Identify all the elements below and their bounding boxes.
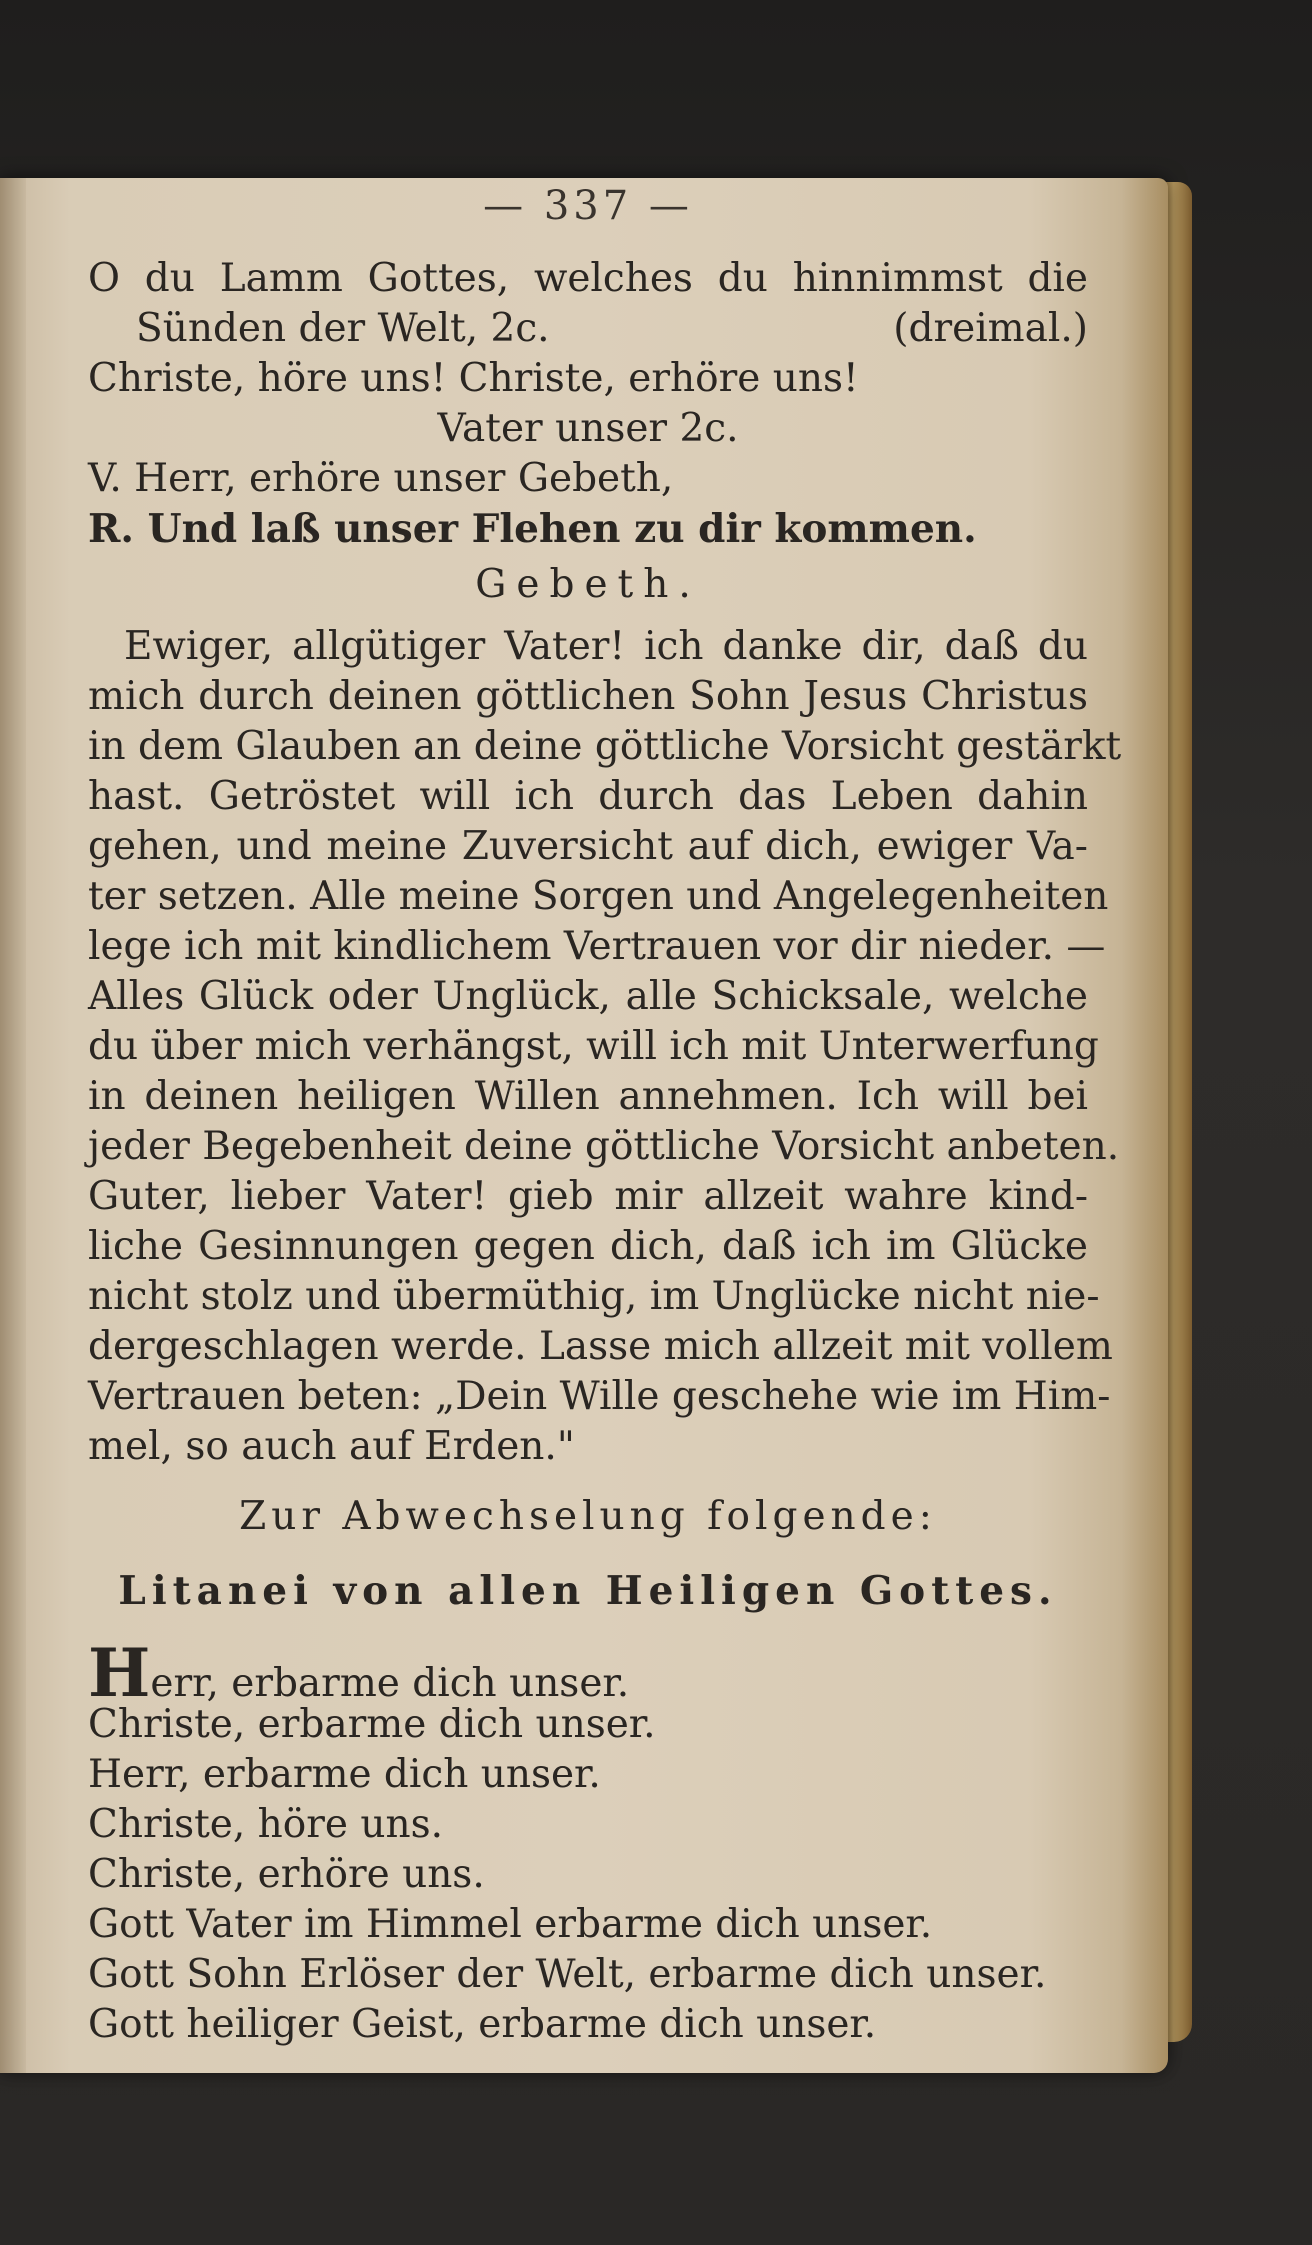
litany-heading: Litanei von allen Heiligen Gottes. xyxy=(118,1568,1058,1614)
prayer-line: lege ich mit kindlichem Vertrauen vor dir nieder. — xyxy=(88,924,1106,969)
prayer-line: nicht stolz und übermüthig, im Unglücke nicht nie- xyxy=(88,1274,1100,1319)
prayer-line: dergeschlagen werde. Lasse mich allzeit mit vollem xyxy=(88,1324,1113,1369)
prayer-line: Vertrauen beten: „Dein Wille geschehe wie im Him- xyxy=(88,1374,1111,1419)
text-fragment: (dreimal.) xyxy=(893,306,1088,351)
page-number: — 337 — xyxy=(483,183,693,229)
litany-line: Herr, erbarme dich unser. xyxy=(88,1752,601,1797)
prayer-line: du über mich verhängst, will ich mit Unterwerfung xyxy=(88,1024,1099,1069)
prayer-line: Alles Glück oder Unglück, alle Schicksale, welche xyxy=(88,974,1088,1019)
prayer-line: in dem Glauben an deine göttliche Vorsicht gestärkt xyxy=(88,724,1122,769)
litany-line: Gott heiliger Geist, erbarme dich unser. xyxy=(88,2002,877,2047)
prayer-line: mich durch deinen göttlichen Sohn Jesus Christus xyxy=(88,674,1088,719)
prayer-line: mel, so auch auf Erden." xyxy=(88,1424,575,1469)
drop-initial: H xyxy=(88,1634,151,1712)
litany-line: Christe, erhöre uns. xyxy=(88,1852,485,1897)
prayer-line: Ewiger, allgütiger Vater! ich danke dir, daß du xyxy=(124,624,1088,669)
litany-line: Gott Sohn Erlöser der Welt, erbarme dich unser. xyxy=(88,1952,1047,1997)
text-line: O du Lamm Gottes, welches du hinnimmst die xyxy=(88,256,1088,301)
prayer-line: hast. Getröstet will ich durch das Leben dahin xyxy=(88,774,1088,819)
litany-line: Christe, höre uns. xyxy=(88,1802,443,1847)
text-fragment: Sünden der Welt, 2c. xyxy=(136,306,550,351)
prayer-line: jeder Begebenheit deine göttliche Vorsicht anbeten. xyxy=(88,1124,1120,1169)
litany-line-text: err, erbarme dich unser. xyxy=(150,1661,630,1706)
litany-line: Gott Vater im Himmel erbarme dich unser. xyxy=(88,1902,933,1947)
text-line xyxy=(88,304,1088,354)
text-line: Vater unser 2c. xyxy=(437,406,739,451)
response: R. Und laß unser Flehen zu dir kommen. xyxy=(88,506,977,552)
text-line: Christe, höre uns! Christe, erhöre uns! xyxy=(88,356,859,401)
litany-line: Christe, erbarme dich unser. xyxy=(88,1702,656,1747)
alternative-heading: Zur Abwechselung folgende: xyxy=(239,1494,937,1539)
versicle: V. Herr, erhöre unser Gebeth, xyxy=(88,456,674,501)
page-gutter xyxy=(0,178,26,2073)
prayer-line: in deinen heiligen Willen annehmen. Ich will bei xyxy=(88,1074,1088,1119)
prayer-line: ter setzen. Alle meine Sorgen und Angelegenheiten xyxy=(88,874,1109,919)
prayer-line: gehen, und meine Zuversicht auf dich, ewiger Va- xyxy=(88,824,1088,869)
prayer-heading: Gebeth. xyxy=(475,562,701,607)
prayer-line: liche Gesinnungen gegen dich, daß ich im Glücke xyxy=(88,1224,1088,1269)
prayer-line: Guter, lieber Vater! gieb mir allzeit wahre kind- xyxy=(88,1174,1088,1219)
